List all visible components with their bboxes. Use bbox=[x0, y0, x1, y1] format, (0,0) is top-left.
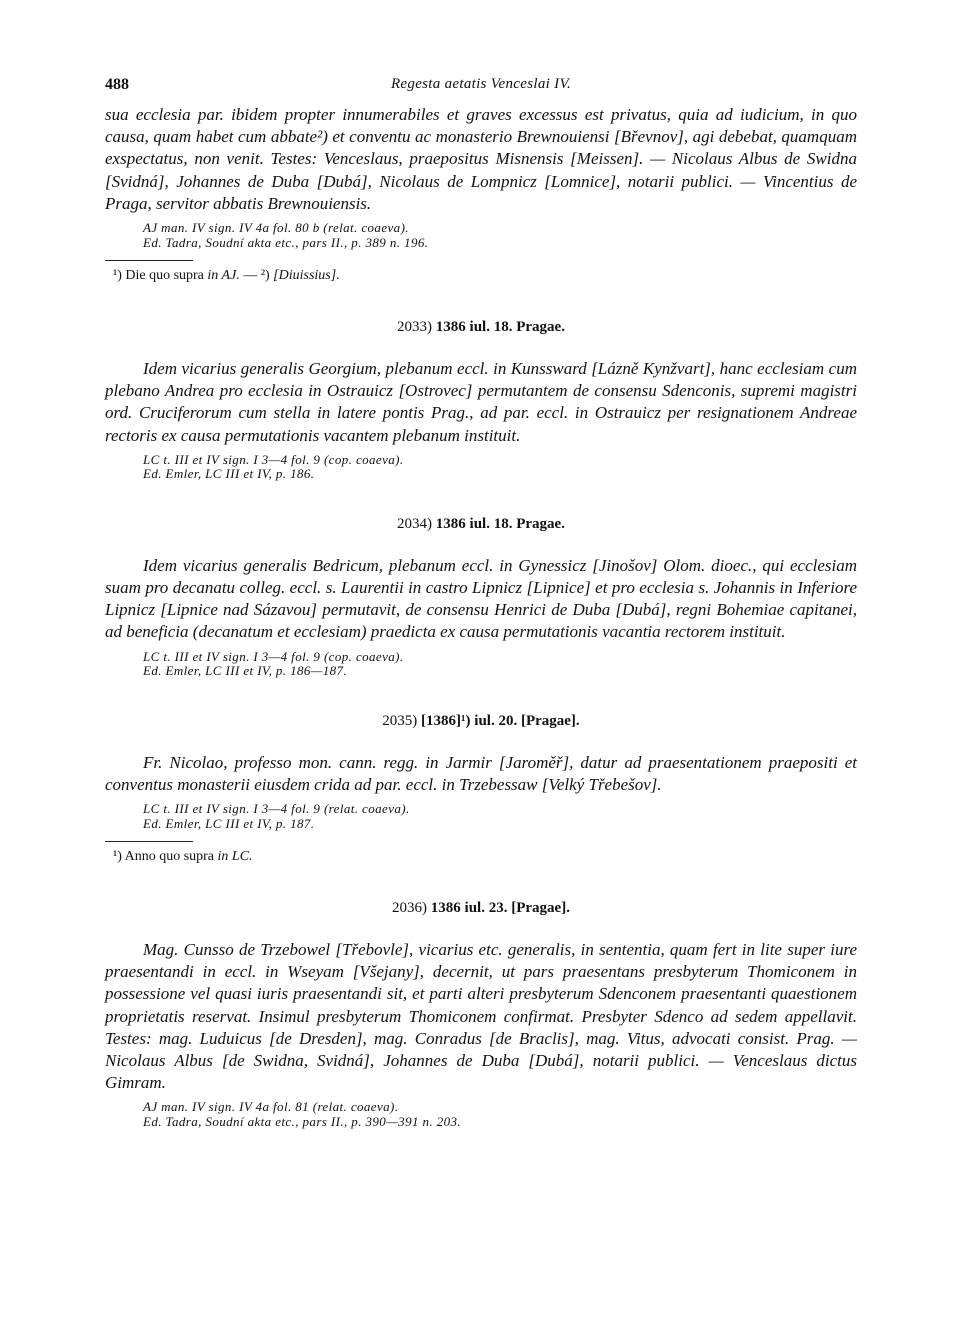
footnote-marker: ²) bbox=[260, 268, 270, 284]
entry-text: Mag. Cunsso de Trzebowel [Třebovle], vicarius etc. generalis, in sententia, quam fert in lite super iure praesentandi in eccl. in Wseyam [Všejany], decernit, ut pars praesentans presbyterum Thomiconem in possessione vel quasi iuris praesentandi sit, et parti alteri presbyterum Sdenconem praesentanti quaestionem proprietatis reservat. Insimul presbyterum Thomiconem confirmat. Presbyter Sdenco ad sedem appellavit. Testes: mag. Luduicus [de Dresden], mag. Conradus [de Braclis], mag. Vitus, advocati consist. Prag. — Nicolaus Albus [de Swidna, Svidná], Johannes de Duba [Dubá], notarii publici. — Venceslaus dictus Gimram. bbox=[105, 940, 857, 1093]
source-line: LC t. III et IV sign. I 3—4 fol. 9 (cop. coaeva). bbox=[143, 648, 404, 664]
footnote-marker: ¹) bbox=[113, 849, 122, 865]
continuation-sources bbox=[143, 221, 857, 250]
document-page bbox=[105, 76, 857, 1129]
entry-text: Fr. Nicolao, professo mon. cann. regg. in Jarmir [Jaroměř], datur ad praesentationem praepositi et conventus monasterii eiusdem crida ad par. eccl. in Trzebessaw [Velký Třebešov]. bbox=[105, 752, 857, 794]
source-line: Ed. Emler, LC III et IV, p. 186. bbox=[143, 466, 315, 482]
source-line: AJ man. IV sign. IV 4a fol. 80 b (relat. coaeva). bbox=[143, 220, 409, 236]
entry-heading bbox=[105, 516, 857, 533]
entry-date: 1386 iul. 18. Pragae. bbox=[435, 515, 565, 532]
source-line: Ed. Emler, LC III et IV, p. 187. bbox=[143, 815, 315, 831]
footnote bbox=[113, 267, 857, 285]
entry-number: 2036) bbox=[392, 900, 428, 917]
entry-sources bbox=[143, 650, 857, 679]
running-title: Regesta aetatis Venceslai IV. bbox=[390, 76, 572, 92]
footnote-marker: ¹) bbox=[113, 268, 122, 284]
footnote-text: in AJ. bbox=[207, 268, 240, 284]
entry-date: 1386 iul. 18. Pragae. bbox=[435, 319, 565, 336]
footnote-text: [Diuissius]. bbox=[269, 268, 340, 284]
source-line: LC t. III et IV sign. I 3—4 fol. 9 (cop. coaeva). bbox=[143, 451, 404, 467]
source-line: Ed. Emler, LC III et IV, p. 186—187. bbox=[143, 663, 348, 679]
page-number: 488 bbox=[105, 76, 129, 93]
entry-sources bbox=[143, 1100, 857, 1129]
footnote-separator: — bbox=[239, 268, 261, 284]
footnote-text: Die quo supra bbox=[121, 268, 208, 284]
entry-sources bbox=[143, 453, 857, 482]
footnote-rule bbox=[105, 260, 193, 261]
source-line: Ed. Tadra, Soudní akta etc., pars II., p. 389 n. 196. bbox=[143, 234, 429, 250]
entry-heading bbox=[105, 713, 857, 730]
footnote bbox=[113, 848, 857, 866]
entry-sources bbox=[143, 802, 857, 831]
entry-text: Idem vicarius generalis Georgium, plebanum eccl. in Kunssward [Lázně Kynžvart], hanc ecclesiam cum plebano Andrea pro ecclesia in Ostrauicz [Ostrovec] permutantem de consensu Sdenconis, supremi magistri ord. Cruciferorum cum stella in latere pontis Prag., ad par. eccl. in Ostrauicz per resignationem Andreae rectoris ex causa permutationis vacantem plebanum instituit. bbox=[105, 359, 857, 445]
continuation-paragraph: sua ecclesia par. ibidem propter innumerabiles et graves excessus est privatus, quia ad iudicium, in quo causa, quam habet cum abbate²) et conventu ac monasterio Brewnouiensi [Břevnov], agi debebat, quamquam exspectatus, non venit. Testes: Venceslaus, praepositus Misnensis [Meissen]. — Nicolaus Albus de Swidna [Svidná], Johannes de Duba [Dubá], Nicolaus de Lompnicz [Lomnice], notarii publici. — Vincentius de Praga, servitor abbatis Brewnouiensis. bbox=[105, 105, 857, 213]
footnote-text: Anno quo supra bbox=[121, 849, 218, 865]
entry-heading bbox=[105, 900, 857, 917]
entry-number: 2033) bbox=[397, 319, 433, 336]
entry-text: Idem vicarius generalis Bedricum, plebanum eccl. in Gynessicz [Jinošov] Olom. dioec., qui ecclesiam suam pro decanatu colleg. eccl. s. Laurentii in castro Lipnicz [Lipnice] et pro ecclesia s. Johannis in Inferiore Lipnicz [Lipnice nad Sázavou] permutavit, de consensu Henrici de Duba [Dubá], regni Bohemiae capitanei, ad beneficia (decanatum et ecclesiam) praedicta ex causa permutationis vacantia rectorem instituit. bbox=[105, 555, 857, 642]
entry-date: 1386 iul. 23. [Pragae]. bbox=[430, 900, 570, 917]
running-head bbox=[105, 76, 857, 104]
source-line: Ed. Tadra, Soudní akta etc., pars II., p. 390—391 n. 203. bbox=[143, 1113, 462, 1129]
entry-date: [1386]¹) iul. 20. [Pragae]. bbox=[421, 712, 580, 729]
source-line: AJ man. IV sign. IV 4a fol. 81 (relat. coaeva). bbox=[143, 1099, 399, 1115]
entry-number: 2035) bbox=[382, 712, 418, 729]
footnote-rule bbox=[105, 841, 193, 842]
footnote-text: in LC. bbox=[217, 849, 253, 865]
entry-heading bbox=[105, 319, 857, 336]
entry-number: 2034) bbox=[397, 515, 433, 532]
source-line: LC t. III et IV sign. I 3—4 fol. 9 (relat. coaeva). bbox=[143, 801, 410, 817]
